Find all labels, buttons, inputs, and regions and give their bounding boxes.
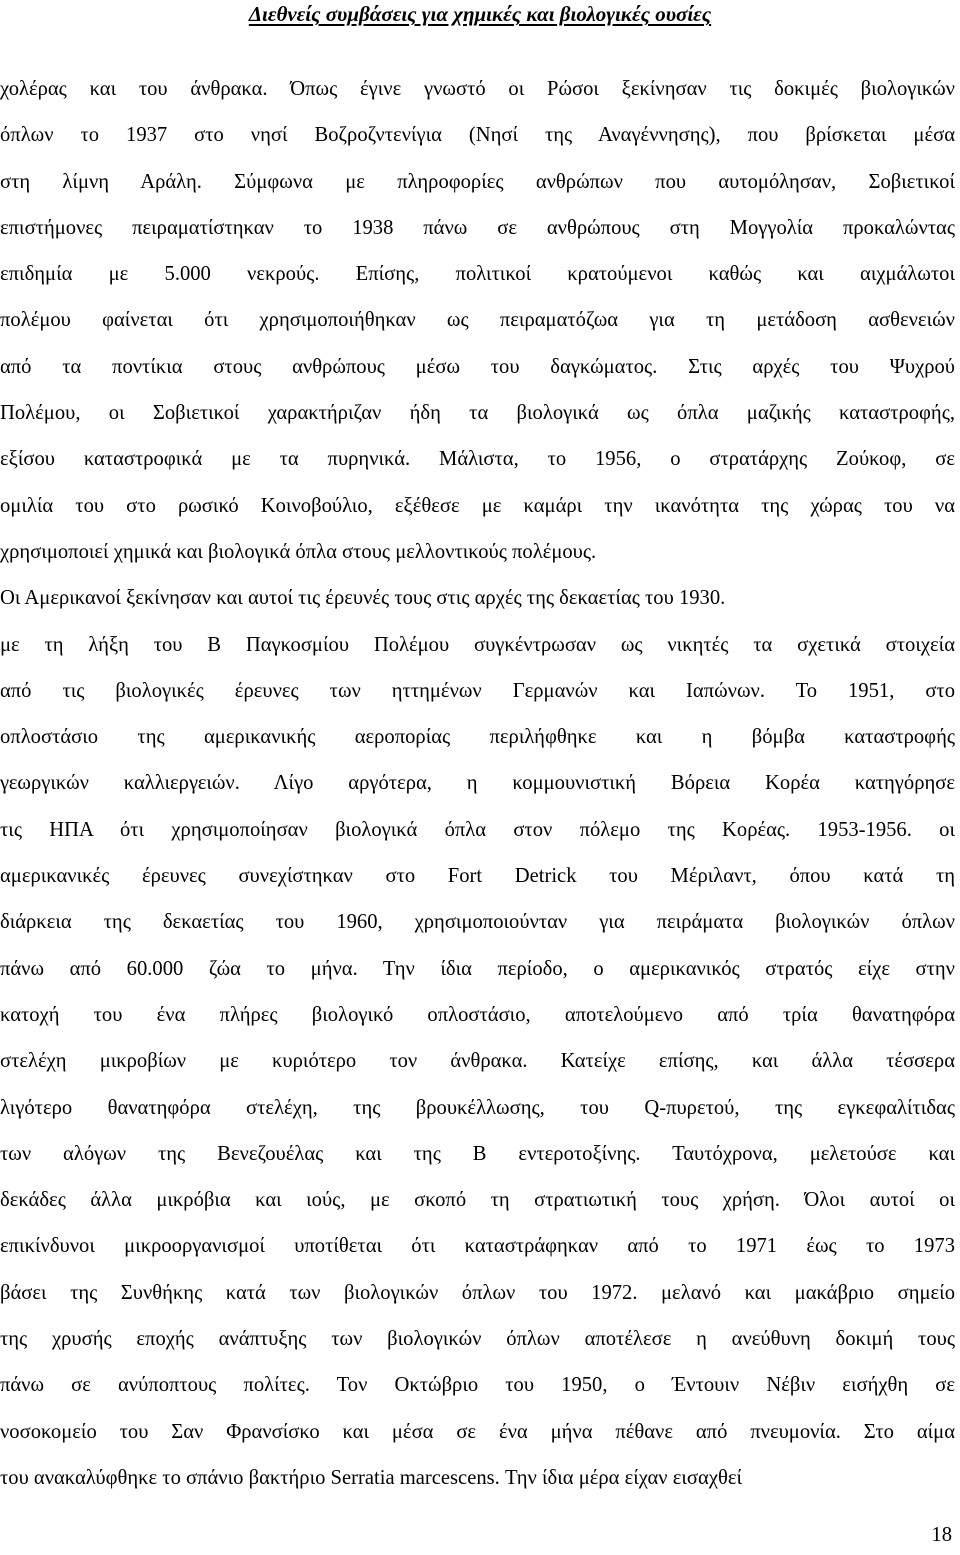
text-line: πάνω από 60.000 ζώα το μήνα. Την ίδια περίοδο, ο αμερικανικός στρατός είχε στην xyxy=(0,957,955,980)
text-line: επικίνδυνοι μικροοργανισμοί υποτίθεται ότι καταστράφηκαν από το 1971 έως το 1973 xyxy=(0,1235,955,1258)
text-line: νοσοκομείο του Σαν Φρανσίσκο και μέσα σε ένα μήνα πέθανε από πνευμονία. Στο αίμα xyxy=(0,1420,955,1443)
text-line: λιγότερο θανατηφόρα στελέχη, της βρουκέλλωσης, του Q-πυρετού, της εγκεφαλίτιδας xyxy=(0,1096,955,1119)
text-line: με τη λήξη του Β Παγκοσμίου Πολέμου συγκέντρωσαν ως νικητές τα σχετικά στοιχεία xyxy=(0,633,955,656)
paragraph xyxy=(0,575,955,621)
text-line: γεωργικών καλλιεργειών. Λίγο αργότερα, η κομμουνιστική Βόρεια Κορέα κατηγόρησε xyxy=(0,772,955,795)
text-line: κατοχή του ένα πλήρες βιολογικό οπλοστάσιο, αποτελούμενο από τρία θανατηφόρα xyxy=(0,1003,955,1026)
page-number: 18 xyxy=(931,1524,952,1546)
text-line: εξίσου καταστροφικά με τα πυρηνικά. Μάλιστα, το 1956, ο στρατάρχης Ζούκοφ, σε xyxy=(0,448,955,471)
page-header: Διεθνείς συμβάσεις για χημικές και βιολογικές ουσίες xyxy=(248,2,712,26)
paragraph xyxy=(0,622,955,1502)
text-line: πάνω σε ανύποπτους πολίτες. Τον Οκτώβριο του 1950, ο Έντουιν Νέβιν εισήχθη σε xyxy=(0,1374,955,1397)
text-line: Οι Αμερικανοί ξεκίνησαν και αυτοί τις έρευνές τους στις αρχές της δεκαετίας του 1930. xyxy=(0,587,726,610)
text-line: των αλόγων της Βενεζουέλας και της Β εντεροτοξίνης. Ταυτόχρονα, μελετούσε και xyxy=(0,1142,955,1165)
text-line: στη λίμνη Αράλη. Σύμφωνα με πληροφορίες ανθρώπων που αυτομόλησαν, Σοβιετικοί xyxy=(0,170,955,193)
text-line: χρησιμοποιεί χημικά και βιολογικά όπλα στους μελλοντικούς πολέμους. xyxy=(0,540,597,563)
text-line: επιδημία με 5.000 νεκρούς. Επίσης, πολιτικοί κρατούμενοι καθώς και αιχμάλωτοι xyxy=(0,263,955,286)
text-line: χολέρας και του άνθρακα. Όπως έγινε γνωστό οι Ρώσοι ξεκίνησαν τις δοκιμές βιολογικών xyxy=(0,78,955,100)
paragraph xyxy=(0,66,955,575)
body-text xyxy=(0,66,955,1501)
text-line: δεκάδες άλλα μικρόβια και ιούς, με σκοπό τη στρατιωτική τους χρήση. Όλοι αυτοί οι xyxy=(0,1189,955,1212)
text-line: στελέχη μικροβίων με κυριότερο τον άνθρακα. Κατείχε επίσης, και άλλα τέσσερα xyxy=(0,1050,955,1073)
text-line: διάρκεια της δεκαετίας του 1960, χρησιμοποιούνταν για πειράματα βιολογικών όπλων xyxy=(0,911,955,934)
text-line: τις ΗΠΑ ότι χρησιμοποίησαν βιολογικά όπλα στον πόλεμο της Κορέας. 1953-1956. οι xyxy=(0,818,955,841)
text-line: της χρυσής εποχής ανάπτυξης των βιολογικών όπλων αποτέλεσε η ανεύθυνη δοκιμή τους xyxy=(0,1328,955,1351)
text-line: του ανακαλύφθηκε το σπάνιο βακτήριο Serratia marcescens. Την ίδια μέρα είχαν εισαχθεί xyxy=(0,1466,743,1489)
text-line: όπλων το 1937 στο νησί Βοζροζντενίγια (Νησί της Αναγέννησης), που βρίσκεται μέσα xyxy=(0,124,955,147)
text-line: πολέμου φαίνεται ότι χρησιμοποιήθηκαν ως πειραματόζωα για τη μετάδοση ασθενειών xyxy=(0,309,955,332)
text-line: αμερικανικές έρευνες συνεχίστηκαν στο Fort Detrick του Μέριλαντ, όπου κατά τη xyxy=(0,865,955,888)
text-line: από τα ποντίκια στους ανθρώπους μέσω του δαγκώματος. Στις αρχές του Ψυχρού xyxy=(0,355,955,378)
text-line: βάσει της Συνθήκης κατά των βιολογικών όπλων του 1972. μελανό και μακάβριο σημείο xyxy=(0,1281,955,1304)
text-line: επιστήμονες πειραματίστηκαν το 1938 πάνω σε ανθρώπους στη Μογγολία προκαλώντας xyxy=(0,216,955,239)
text-line: από τις βιολογικές έρευνες των ηττημένων Γερμανών και Ιαπώνων. Το 1951, στο xyxy=(0,679,955,702)
text-line: ομιλία του στο ρωσικό Κοινοβούλιο, εξέθεσε με καμάρι την ικανότητα της χώρας του να xyxy=(0,494,955,517)
text-line: οπλοστάσιο της αμερικανικής αεροπορίας περιλήφθηκε και η βόμβα καταστροφής xyxy=(0,726,955,749)
text-line: Πολέμου, οι Σοβιετικοί χαρακτήριζαν ήδη τα βιολογικά ως όπλα μαζικής καταστροφής, xyxy=(0,402,955,425)
